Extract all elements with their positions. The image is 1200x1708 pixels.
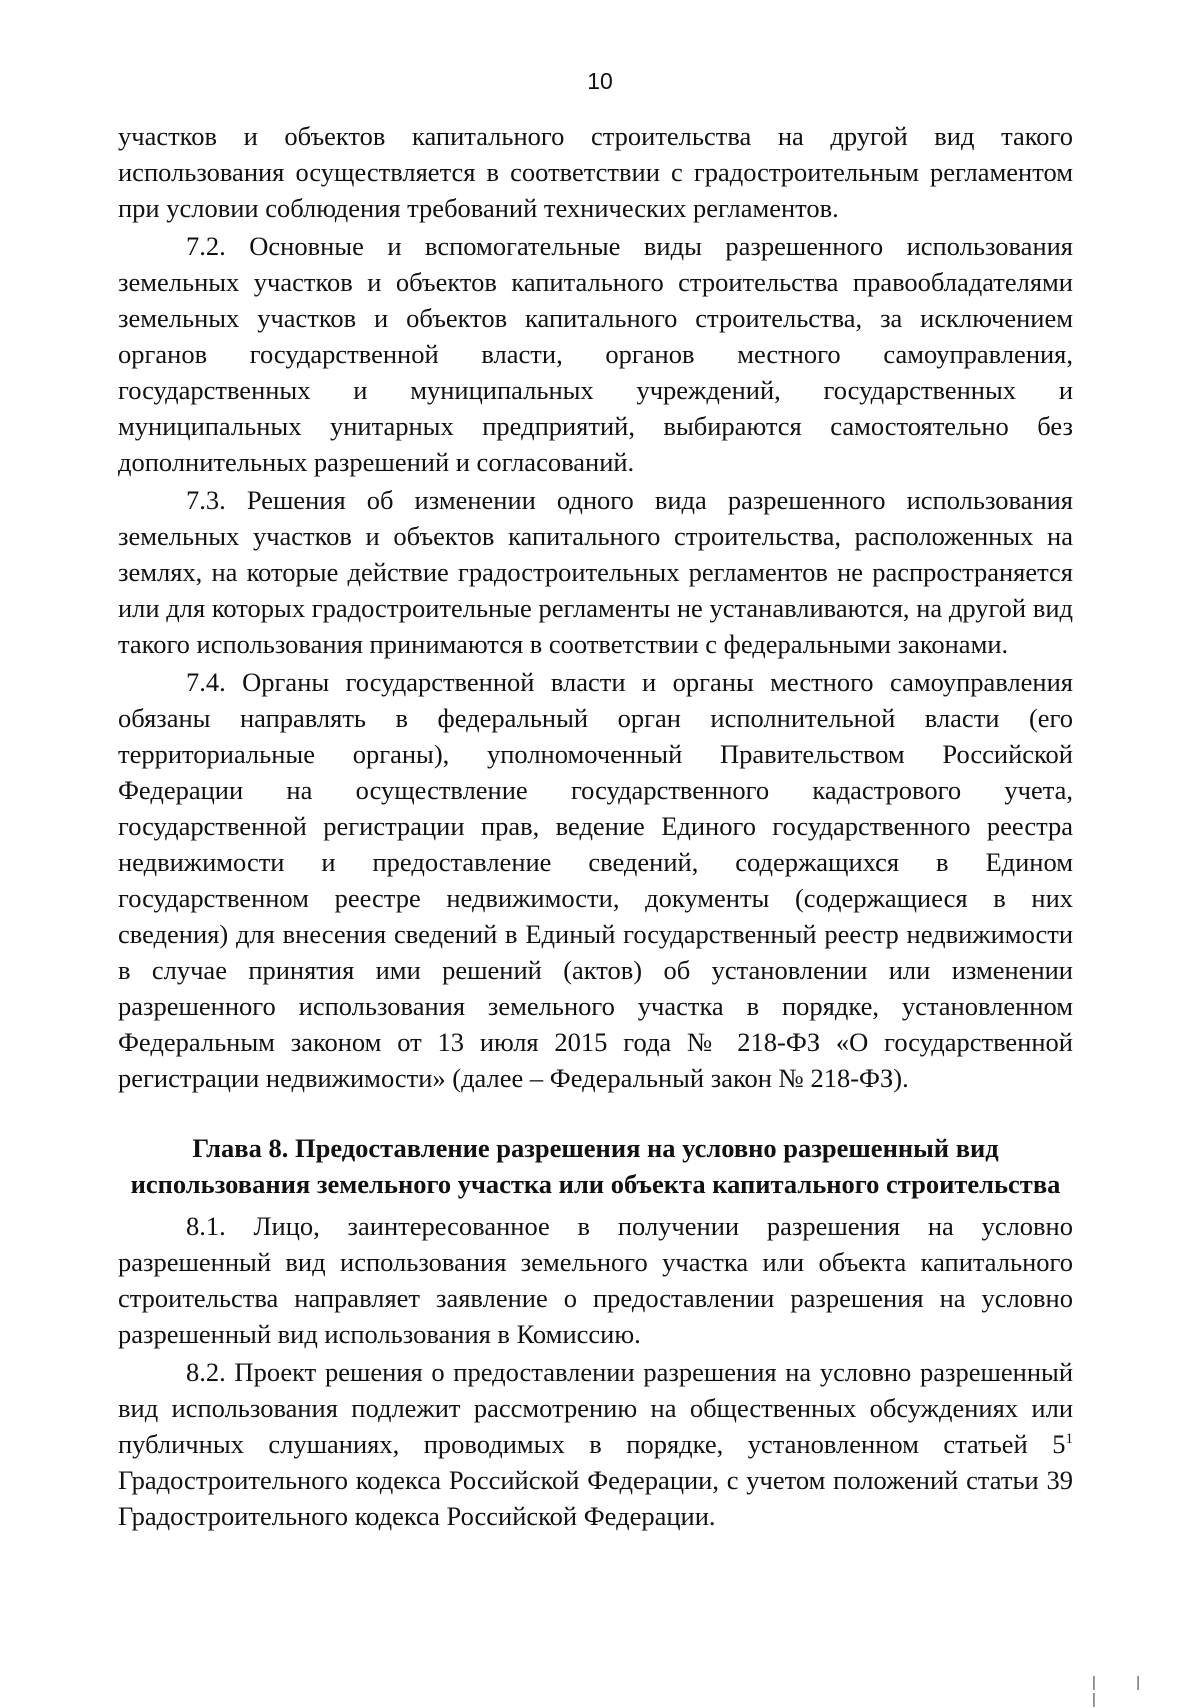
chapter-heading-line-1: Глава 8. Предоставление разрешения на условно разрешенный вид — [192, 1133, 999, 1163]
chapter-8-heading — [118, 1130, 1073, 1202]
paragraph-7-3: 7.3. Решения об изменении одного вида разрешенного использования земельных участков и объектов капитального строительства, расположенных на землях, на которые действие градостроительных регламентов не распространяется или для которых градостроительные регламенты не устанавливаются, на другой вид такого использования принимаются в соответствии с федеральными законами. — [118, 485, 1073, 659]
paragraph-8-1: 8.1. Лицо, заинтересованное в получении разрешения на условно разрешенный вид использования земельного участка или объекта капитального строительства направляет заявление о предоставлении разрешения на условно разрешенный вид использования в Комиссию. — [118, 1211, 1073, 1349]
paragraph-8-2 — [118, 1354, 1073, 1534]
scan-corner-marks: | | | — [1092, 1674, 1158, 1708]
paragraph-8-2-text-start: 8.2. Проект решения о предоставлении разрешения на условно разрешенный вид использования подлежит рассмотрению на общественных обсуждениях или публичных слушаниях, проводимых в порядке, установленном статьей 5 — [118, 1357, 1073, 1459]
document-body — [118, 118, 1073, 1534]
paragraph-7-2: 7.2. Основные и вспомогательные виды разрешенного использования земельных участков и объектов капитального строительства правообладателями земельных участков и объектов капитального строительства, за исключением органов государственной власти, органов местного самоуправления, государственных и муниципальных учреждений, государственных и муниципальных унитарных предприятий, выбираются самостоятельно без дополнительных разрешений и согласований. — [118, 231, 1073, 477]
chapter-heading-line-2: использования земельного участка или объекта капитального строительства — [130, 1169, 1061, 1199]
page-number: 10 — [587, 68, 613, 94]
article-superscript: 1 — [1065, 1431, 1073, 1447]
paragraph-7-4: 7.4. Органы государственной власти и органы местного самоуправления обязаны направлять в федеральный орган исполнительной власти (его территориальные органы), уполномоченный Правительством Российской Федерации на осуществление государственного кадастрового учета, государственной регистрации прав, ведение Единого государственного реестра недвижимости и предоставление сведений, содержащихся в Едином государственном реестре недвижимости, документы (содержащиеся в них сведения) для внесения сведений в Единый государственный реестр недвижимости в случае принятия ими решений (актов) об установлении или изменении разрешенного использования земельного участка в порядке, установленном Федеральным законом от 13 июля 2015 года № 218-ФЗ «О государственной регистрации недвижимости» (далее – Федеральный закон № 218-ФЗ). — [118, 667, 1073, 1093]
paragraph-7-1-continuation: участков и объектов капитального строительства на другой вид такого использования осуществляется в соответствии с градостроительным регламентом при условии соблюдения требований технических регламентов. — [118, 121, 1073, 223]
paragraph-8-2-text-end: Градостроительного кодекса Российской Федерации, с учетом положений статьи 39 Градостроительного кодекса Российской Федерации. — [118, 1465, 1073, 1531]
